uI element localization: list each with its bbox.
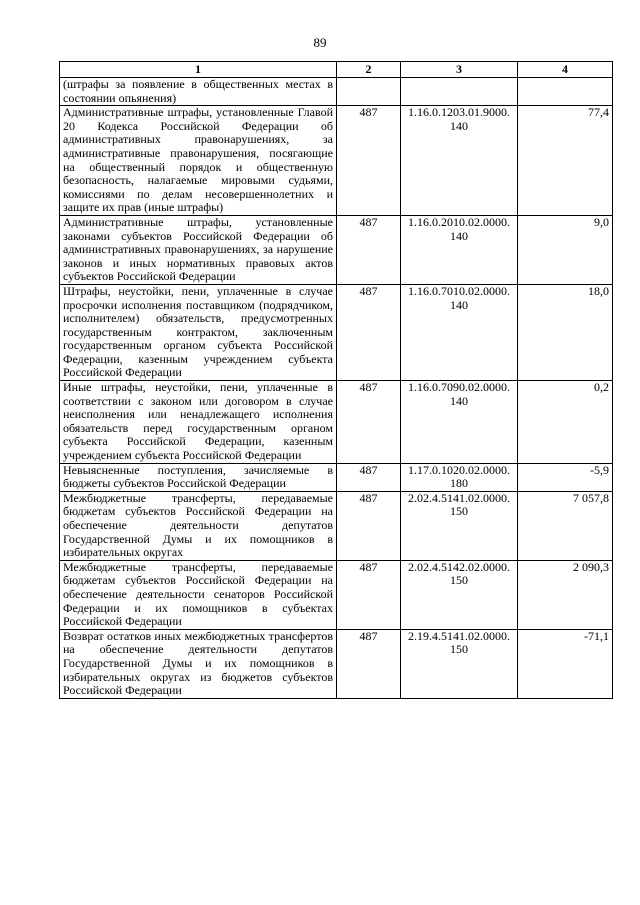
row-amount: 0,2: [518, 381, 613, 464]
row-admin-code: 487: [337, 629, 401, 698]
row-description: Штрафы, неустойки, пени, уплаченные в случае просрочки исполнения поставщиком (подрядчиком, исполнителем) обязательств, предусмотренных государственным контрактом, заключенным государственным органом субъекта Российской Федерации, казенным учреждением субъекта Российской Федерации: [60, 284, 337, 380]
table-header-row: [60, 62, 613, 78]
table-row: [60, 106, 613, 216]
table-row: [60, 491, 613, 560]
table-row: [60, 629, 613, 698]
page-number: 89: [313, 35, 327, 50]
row-amount: 7 057,8: [518, 491, 613, 560]
row-description: Возврат остатков иных межбюджетных трансфертов на обеспечение деятельности депутатов Государственной Думы и их помощников в избирательных округах из бюджетов субъектов Российской Федерации: [60, 629, 337, 698]
row-admin-code: 487: [337, 560, 401, 629]
row-amount: [518, 78, 613, 106]
row-budget-code: 1.17.0.1020.02.0000. 180: [401, 463, 518, 491]
table-row: [60, 463, 613, 491]
row-budget-code: 2.02.4.5142.02.0000. 150: [401, 560, 518, 629]
row-amount: 77,4: [518, 106, 613, 216]
column-header-1: 1: [60, 62, 337, 78]
row-description: Иные штрафы, неустойки, пени, уплаченные в соответствии с законом или договором в случае неисполнения или ненадлежащего исполнения обязательств перед государственным органом субъекта Российской Федерации, казенным учреждением субъекта Российской Федерации: [60, 381, 337, 464]
row-description: Невыясненные поступления, зачисляемые в бюджеты субъектов Российской Федерации: [60, 463, 337, 491]
row-description: Административные штрафы, установленные Главой 20 Кодекса Российской Федерации об административных правонарушениях, за административные правонарушения, посягающие на общественный порядок и общественную безопасность, налагаемые мировыми судьями, комиссиями по делам несовершеннолетних и защите их прав (иные штрафы): [60, 106, 337, 216]
row-amount: 9,0: [518, 215, 613, 284]
row-description: Межбюджетные трансферты, передаваемые бюджетам субъектов Российской Федерации на обеспечение деятельности депутатов Государственной Думы и их помощников в избирательных округах: [60, 491, 337, 560]
row-admin-code: 487: [337, 381, 401, 464]
row-admin-code: 487: [337, 284, 401, 380]
row-budget-code: [401, 78, 518, 106]
row-amount: 18,0: [518, 284, 613, 380]
table-row: [60, 78, 613, 106]
row-description: Межбюджетные трансферты, передаваемые бюджетам субъектов Российской Федерации на обеспечение деятельности сенаторов Российской Федерации и их помощников в субъектах Российской Федерации: [60, 560, 337, 629]
row-admin-code: 487: [337, 106, 401, 216]
table-row: [60, 284, 613, 380]
row-budget-code: 1.16.0.7090.02.0000. 140: [401, 381, 518, 464]
row-amount: -71,1: [518, 629, 613, 698]
row-description: (штрафы за появление в общественных местах в состоянии опьянения): [60, 78, 337, 106]
row-amount: -5,9: [518, 463, 613, 491]
budget-table: [59, 61, 613, 699]
table-row: [60, 215, 613, 284]
row-admin-code: 487: [337, 491, 401, 560]
row-admin-code: [337, 78, 401, 106]
column-header-3: 3: [401, 62, 518, 78]
row-budget-code: 2.02.4.5141.02.0000. 150: [401, 491, 518, 560]
row-admin-code: 487: [337, 463, 401, 491]
row-amount: 2 090,3: [518, 560, 613, 629]
row-budget-code: 1.16.0.1203.01.9000. 140: [401, 106, 518, 216]
row-budget-code: 2.19.4.5141.02.0000. 150: [401, 629, 518, 698]
column-header-2: 2: [337, 62, 401, 78]
row-description: Административные штрафы, установленные законами субъектов Российской Федерации об административных правонарушениях, за нарушение законов и иных нормативных правовых актов субъектов Российской Федерации: [60, 215, 337, 284]
column-header-4: 4: [518, 62, 613, 78]
table-row: [60, 560, 613, 629]
row-budget-code: 1.16.0.7010.02.0000. 140: [401, 284, 518, 380]
row-admin-code: 487: [337, 215, 401, 284]
table-row: [60, 381, 613, 464]
row-budget-code: 1.16.0.2010.02.0000. 140: [401, 215, 518, 284]
